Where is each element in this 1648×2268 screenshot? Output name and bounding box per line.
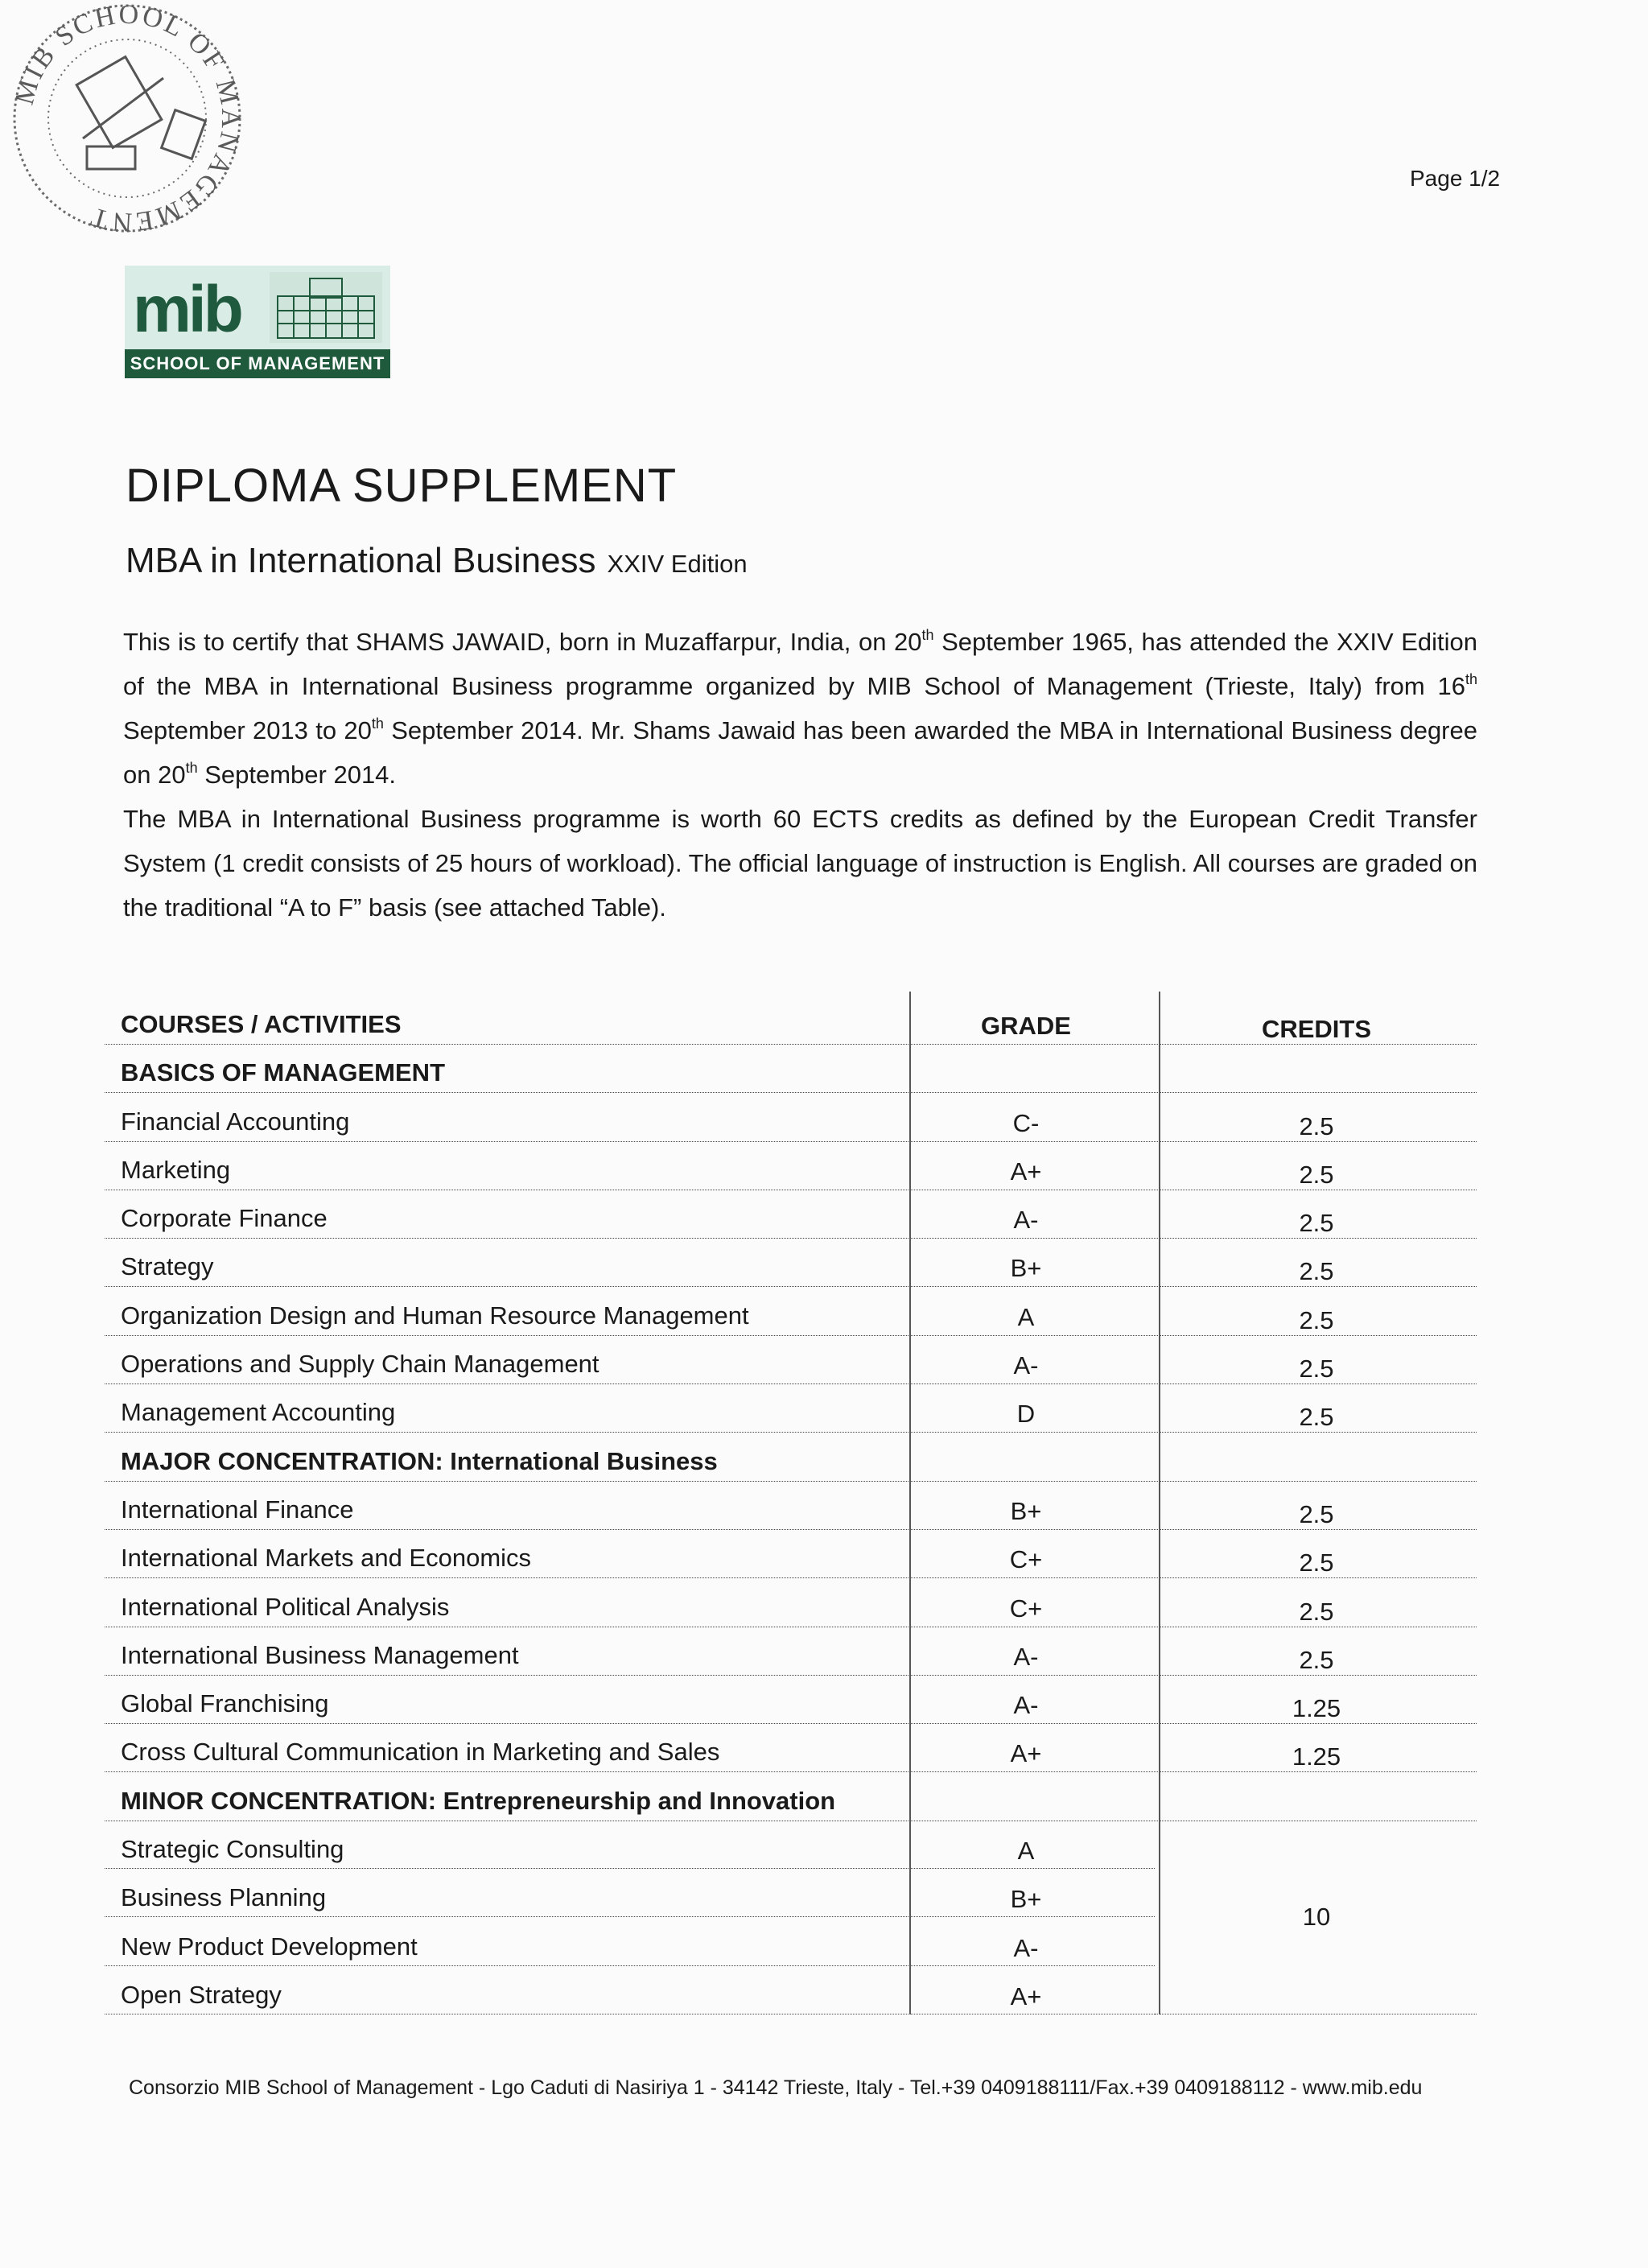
table-row [105,1141,1477,1190]
table-row [105,1627,1477,1676]
course-name: Global Franchising [121,1689,329,1718]
course-credits: 2.5 [1299,1355,1334,1383]
course-name: International Political Analysis [121,1592,450,1621]
minor-shared-credits: 10 [1302,1903,1331,1932]
document-title: DIPLOMA SUPPLEMENT [126,460,678,512]
table-row [105,1190,1477,1239]
header-grade: GRADE [981,1012,1071,1040]
course-credits: 2.5 [1299,1160,1334,1189]
stamp-text: MIB SCHOOL OF MANAGEMENT [9,2,246,235]
course-name: Financial Accounting [121,1107,350,1136]
course-grade: A- [1013,1206,1039,1235]
course-credits: 2.5 [1299,1645,1334,1674]
section-header [105,1044,1477,1093]
course-grade: A [1017,1837,1035,1866]
mib-logo [125,266,390,378]
section-header [105,1432,1477,1481]
course-credits: 2.5 [1299,1548,1334,1577]
course-grade: C- [1012,1108,1040,1137]
certificate-paragraph-1: This is to certify that SHAMS JAWAID, born in Muzaffarpur, India, on 20th September 1965, has attended the XXIV Edition of the MBA in International Business programme organized by MIB School of Management (Trieste, Italy) from 16th September 2013 to 20th September 2014. Mr. Shams Jawaid has been awarded the MBA in International Business degree on 20th September 2014. [123,626,1477,789]
course-grade: D [1016,1400,1036,1429]
section-title: MINOR CONCENTRATION: Entrepreneurship and Innovation [121,1786,836,1815]
course-name: Business Planning [121,1883,327,1912]
course-credits: 2.5 [1299,1403,1334,1432]
course-name: New Product Development [121,1932,418,1961]
course-name: Strategy [121,1252,214,1281]
logo-mark: mib [133,273,241,346]
course-credits: 2.5 [1299,1111,1334,1140]
table-row [105,1092,1477,1141]
course-name: International Finance [121,1495,354,1524]
course-grade: C+ [1009,1545,1043,1574]
table-row [105,1383,1477,1433]
course-name: Organization Design and Human Resource Management [121,1301,749,1330]
programme-name: MBA in International Business [126,541,596,580]
course-grade: B+ [1010,1496,1042,1525]
courses-table [105,992,1477,2014]
course-grade: A+ [1010,1739,1042,1768]
course-grade: C+ [1009,1594,1043,1623]
certificate-text [123,620,1477,930]
table-row [105,1335,1477,1384]
certificate-paragraph-2: The MBA in International Business programme is worth 60 ECTS credits as defined by the European Credit Transfer System (1 credit consists of 25 hours of workload). The official language of instruction is English. All courses are graded on the traditional “A to F” basis (see attached Table). [123,805,1477,922]
section-title: MAJOR CONCENTRATION: International Business [121,1446,718,1475]
course-grade: A [1017,1302,1035,1331]
course-credits: 2.5 [1299,1257,1334,1286]
course-name: International Business Management [121,1640,519,1669]
course-grade: A- [1013,1642,1039,1671]
header-credits: CREDITS [1261,1015,1372,1043]
course-grade: A+ [1010,1981,1042,2010]
course-credits: 2.5 [1299,1597,1334,1626]
course-credits: 2.5 [1299,1305,1334,1334]
table-row [105,1287,1477,1336]
course-grade: A- [1013,1691,1039,1720]
course-name: Marketing [121,1155,231,1184]
table-row [105,1821,1477,1869]
table-row [105,1529,1477,1578]
logo-band: SCHOOL OF MANAGEMENT [125,349,390,378]
course-grade: A- [1013,1351,1039,1380]
footer-address: Consorzio MIB School of Management - Lgo Caduti di Nasiriya 1 - 34142 Trieste, Italy - Tel.+39 0409188111/Fax.+39 0409188112 - www.mib.edu [129,2076,1423,2099]
table-row [105,1238,1477,1287]
section-header [105,1772,1477,1821]
course-grade: B+ [1010,1885,1042,1914]
course-grade: B+ [1010,1254,1042,1283]
course-name: Strategic Consulting [121,1835,344,1864]
course-name: Cross Cultural Communication in Marketing and Sales [121,1738,720,1767]
section-title: BASICS OF MANAGEMENT [121,1058,445,1087]
table-row [105,1723,1477,1772]
table-row [105,1481,1477,1530]
course-credits: 2.5 [1299,1499,1334,1528]
course-name: Open Strategy [121,1980,282,2009]
course-name: Management Accounting [121,1398,396,1427]
course-credits: 1.25 [1292,1694,1341,1723]
course-credits: 2.5 [1299,1209,1334,1238]
table-header [105,992,1477,1045]
table-row [105,1577,1477,1627]
table-row [105,1675,1477,1724]
table-row [105,1966,1477,2014]
course-name: International Markets and Economics [121,1544,532,1573]
page-number: Page 1/2 [1410,166,1501,191]
document-subtitle [126,541,748,581]
edition-label: XXIV Edition [607,550,748,578]
building-icon [270,272,382,343]
table-column-divider [1159,992,1160,2014]
svg-text:MIB SCHOOL OF MANAGEMENT [10,2,245,235]
course-name: Operations and Supply Chain Management [121,1350,599,1379]
course-grade: A- [1013,1933,1039,1962]
course-credits: 1.25 [1292,1742,1341,1771]
course-name: Corporate Finance [121,1204,328,1233]
header-courses: COURSES / ACTIVITIES [121,1010,402,1038]
table-column-divider [909,992,911,2014]
school-stamp [6,2,248,235]
course-grade: A+ [1010,1157,1042,1186]
